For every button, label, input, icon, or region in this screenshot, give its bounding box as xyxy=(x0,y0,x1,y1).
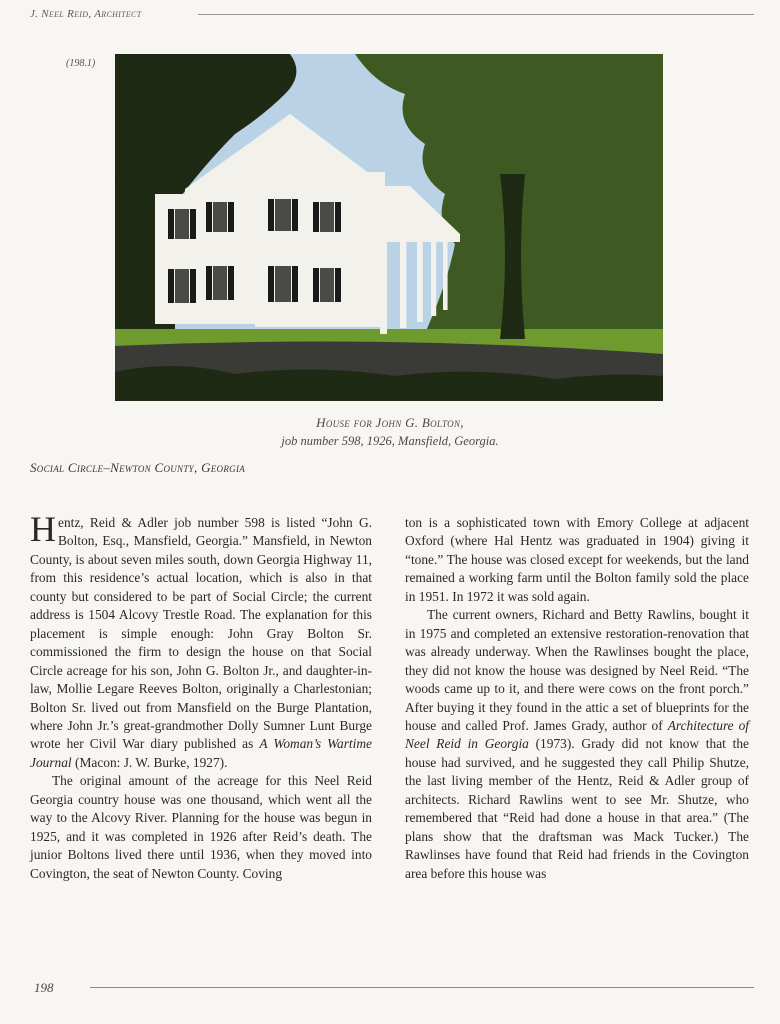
book-title-womans-wartime-journal: A Woman’s Wartime Journal xyxy=(30,736,372,770)
caption-title: House for John G. Bolton, xyxy=(316,415,464,430)
photo-caption xyxy=(150,414,630,450)
window-with-shutters xyxy=(168,209,196,239)
figure-number: (198.1) xyxy=(66,58,96,69)
footer-rule xyxy=(90,987,754,988)
book-title-architecture-of-neel-reid: Architecture of Neel Reid in Georgia xyxy=(405,717,749,752)
paragraph-3: ton is a sophisticated town with Emory College at adjacent Oxford (where Hal Hentz was graduated in 1904) giving it “tone.” The house was closed except for weekends, but the land remained a working farm until the Bolton family sold the place in 1951. In 1972 it was sold again. xyxy=(405,515,749,604)
paragraph-4-end: (1973). Grady did not know that the house had survived, and he suggested they call Philip Shutze, the last living member of the Hentz, Reid & Adler group of architects. Richard Rawlins went to see Mr. Shutze, who remembered that “Reid had done a house in that area.” (The plans show that the draftsman was Mack Tucker.) The Rawlinses have found that Reid had friends in the Covington area before this house was xyxy=(405,736,749,881)
window-with-shutters xyxy=(268,199,298,231)
paragraph-2: The original amount of the acreage for this Neel Reid Georgia country house was one thousand, which went all the way to the Alcovy River. Planning for the house was begun in 1925, and it was completed in 1926 after Reid’s death. The junior Boltons lived there until 1936, when they moved into Covington, the seat of Newton County. Coving xyxy=(30,773,372,881)
section-label: Social Circle–Newton County, Georgia xyxy=(30,460,246,475)
house-photo-illustration xyxy=(115,54,663,401)
running-head: J. Neel Reid, Architect xyxy=(30,8,142,20)
paragraph-1-end: (Macon: J. W. Burke, 1927). xyxy=(71,754,228,770)
window-with-shutters xyxy=(313,202,341,232)
porch-column xyxy=(400,242,406,328)
paragraph-1 xyxy=(30,509,372,772)
paragraph-1-text: entz, Reid & Adler job number 598 is listed “John G. Bolton, Esq., Mansfield, Georgia.” Mansfield, in Newton County, is about seven miles south, down Georgia Highway 11, from this residence’s actual location, which is also in that county but considered to be part of Social Circle; the current address is 1504 Alcovy Trestle Road. The explanation for this placement is simple enough: John Gray Bolton Sr. commissioned the firm to design the house on that Social Circle acreage for his son, John G. Bolton Jr., and daughter-in-law, Mollie Legare Reeves Bolton, originally a Charlestonian; Bolton Sr. lived out from Mansfield on the Burge Plantation, where John Jr.’s great-grandmother Dolly Sumner Lunt Burge wrote her Civil War diary published as xyxy=(30,515,372,752)
text-column-left xyxy=(30,509,372,883)
drop-cap: H xyxy=(30,509,56,549)
porch-column xyxy=(443,242,448,310)
window-with-shutters xyxy=(206,266,234,300)
caption-subtitle: job number 598, 1926, Mansfield, Georgia. xyxy=(281,434,499,448)
paragraph-4 xyxy=(405,606,749,883)
porch-column xyxy=(431,242,436,316)
window-with-shutters xyxy=(313,268,341,302)
house-photograph xyxy=(115,54,663,401)
porch-column xyxy=(417,242,423,322)
window-with-shutters xyxy=(206,202,234,232)
window-with-shutters xyxy=(168,269,196,303)
text-column-right xyxy=(405,514,749,883)
window-with-shutters xyxy=(268,266,298,302)
paragraph-4-text: The current owners, Richard and Betty Rawlins, bought it in 1975 and completed an extensive restoration-renovation that was already underway. When the Rawlinses bought the place, they did not know the house was designed by Neel Reid. “The woods came up to it, and there were cows on the front porch.” After buying it they found in the attic a set of blueprints for the house and called Prof. James Grady, author of xyxy=(405,607,749,733)
header-rule xyxy=(198,14,754,15)
page-number: 198 xyxy=(34,980,54,995)
porch-column xyxy=(380,242,387,334)
